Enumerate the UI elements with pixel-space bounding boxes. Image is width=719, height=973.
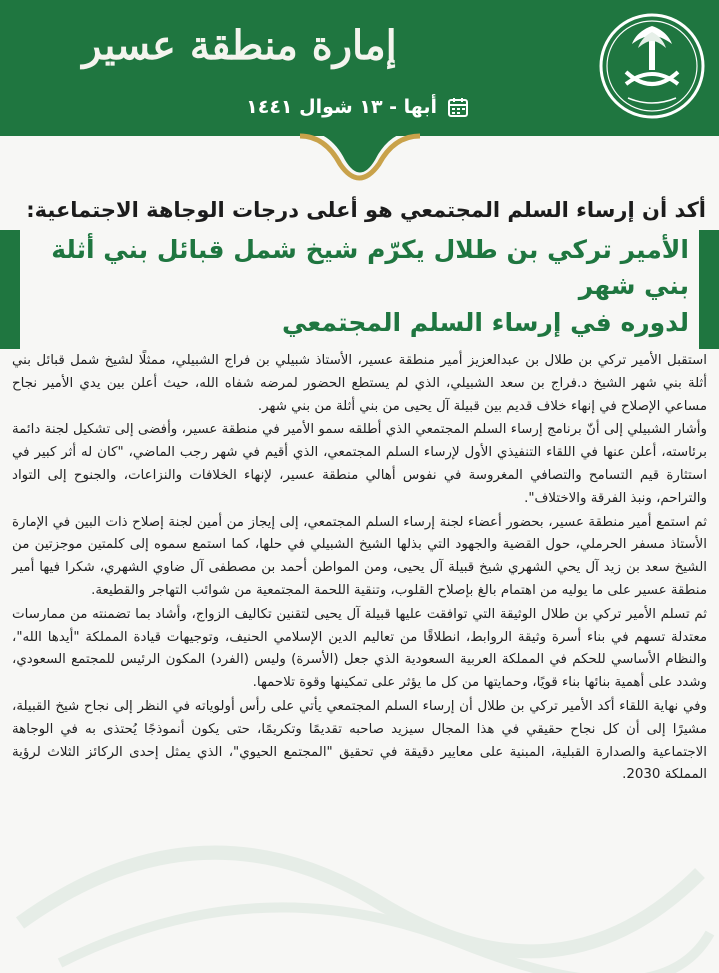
article-paragraph: وأشار الشبيلي إلى أنّ برنامج إرساء السلم المجتمعي الذي أطلقه سمو الأمير في منطقة عسير، وأفضى إلى تشكيل لجنة دائمة برئاسته، أعلن عنها في اللقاء التنفيذي الأول لإرساء السلم المجتمعي، الذي أقيم في شهر رجب الماضي، "كان له أثر كبير في استثارة قيم التسامح والتصافي المغروسة في نفوس أهالي منطقة عسير، لإنهاء الخلافات والنزاعات، والجنوح إلى التواد والتراحم، ونبذ الفرقة والاختلاف". [12, 422, 707, 506]
headline-accent-right [699, 230, 719, 349]
article-body [12, 350, 707, 788]
article-kicker: أكد أن إرساء السلم المجتمعي هو أعلى درجات الوجاهة الاجتماعية: [26, 198, 706, 222]
article-paragraph: وفي نهاية اللقاء أكد الأمير تركي بن طلال أن إرساء السلم المجتمعي يأتي على رأس أولوياته في النظر إلى نجاح شيخ القبيلة، مشيرًا إلى أن كل نجاح حقيقي في هذا المجال سيزيد صاحبه تقديمًا وتكريمًا، حتى يكون أنموذجًا يُحتذى به في الوجاهة الاجتماعية والصدارة القبلية، المبنية على معايير دقيقة في تحقيق "المجتمع الحيوي"، الذي يمثل إحدى الركائز الثلاث لرؤية المملكة 2030. [12, 698, 707, 783]
headline-accent-left [0, 230, 20, 349]
date-text: أبها - ١٣ شوال ١٤٤١ [246, 96, 437, 118]
article-headline: الأمير تركي بن طلال يكرّم شيخ شمل قبائل بني أثلة بني شهر [51, 235, 689, 300]
calendar-icon [447, 96, 469, 118]
article-headline-line2: لدوره في إرساء السلم المجتمعي [281, 308, 689, 337]
article-paragraph: ثم استمع أمير منطقة عسير، بحضور أعضاء لجنة إرساء السلم المجتمعي، إلى إيجاز من أمين لجنة إصلاح ذات البين في الإمارة الأستاذ مسفر الحرملي، حول القضية والجهود التي بذلها الشيخ الشبيلي في حلها، كما استمع سموه إلى كلمتين موجزتين من الشيخ سعد بن زيد آل يحي الشهري شيخ قبيلة آل يحيى، ومن المواطن أحمد بن مصطفى آل ضاوي الشهري، شكرا فيها أمير منطقة عسير على ما يوليه من اهتمام بالغ بإصلاح القلوب، وتنقية اللحمة المجتمعية من شوائب التهاجر والقطيعة. [12, 514, 707, 598]
article-paragraph: ثم تسلم الأمير تركي بن طلال الوثيقة التي توافقت عليها قبيلة آل يحيى لتقنين تكاليف الزواج، وأشاد بما تضمنته من ممارسات معتدلة تسهم في بناء أسرة وثيقة الروابط، انطلاقًا من تعاليم الدين الإسلامي الحنيف، وتوجيهات قيادة المملكة "أيدها الله"، والنظام الأساسي للحكم في المملكة العربية السعودية الذي جعل (الأسرة) وليس (الفرد) المكون الرئيس للمجتمع السعودي، وشدد على أهمية بنائها بناء قويًا، وحمايتها من كل ما يؤثر على تمكينها وقوة تلاحمها. [12, 606, 707, 691]
date-line [246, 96, 469, 118]
article-paragraph: استقبل الأمير تركي بن طلال بن عبدالعزيز أمير منطقة عسير، الأستاذ شبيلي بن فراج الشبيلي، ممثلًا لشيخ شمل قبائل بني أثلة بني شهر الشيخ د.فراج بن سعد الشبيلي، الذي لم يستطع الحضور لمرضه شفاه الله، حيث أعلن بين يدي الأمير نجاح مساعي الإصلاح في إنهاء خلاف قديم بين قبيلة آل يحيى من بني أثلة من بني شهر. [12, 353, 707, 414]
emirate-title: إمارة منطقة عسير [82, 22, 397, 69]
header-gold-notch [0, 130, 719, 190]
header-banner [0, 0, 719, 136]
